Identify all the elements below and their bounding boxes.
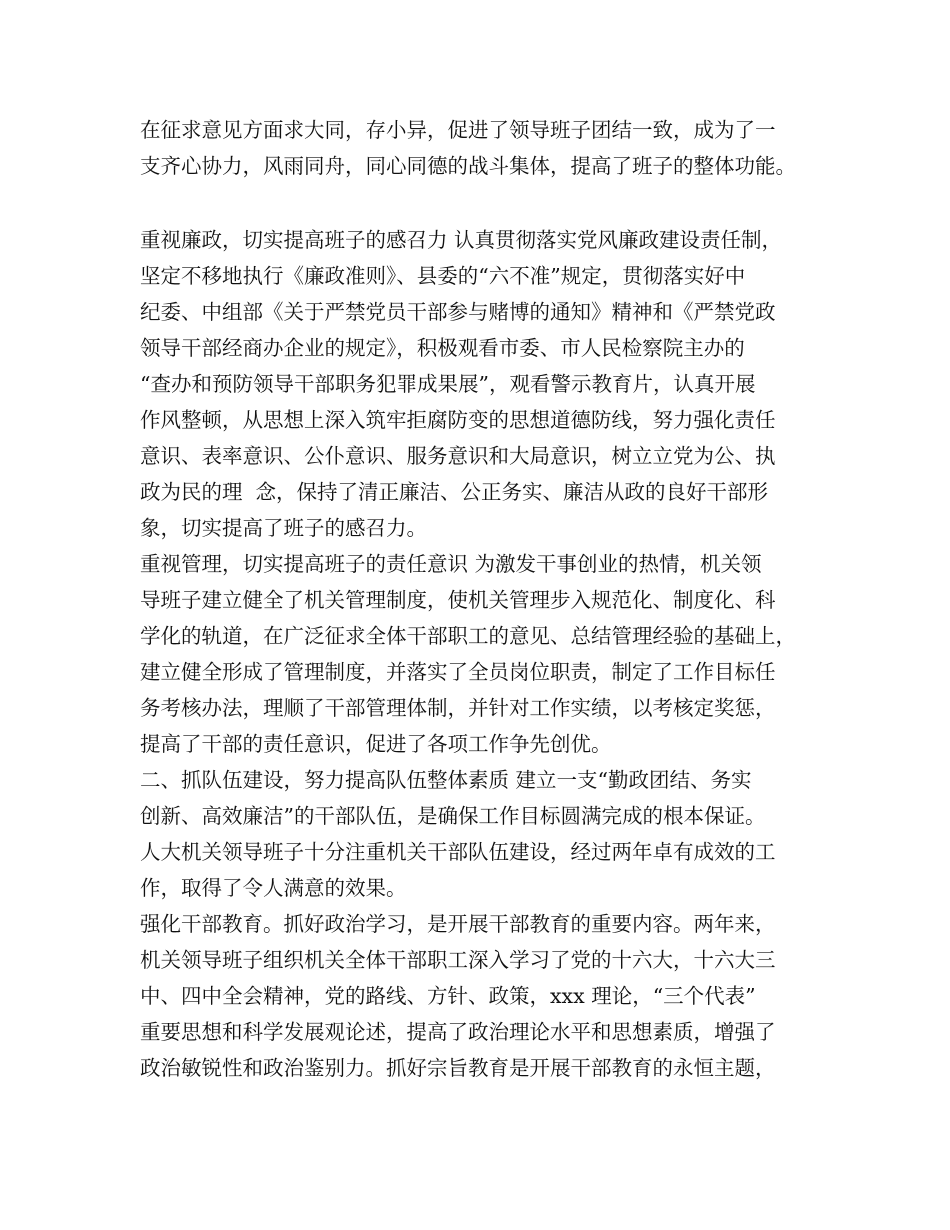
text-line: 作风整顿，从思想上深入筑牢拒腐防变的思想道德防线，努力强化责任: [140, 408, 776, 432]
text-line: 纪委、中组部《关于严禁党员干部参与赌博的通知》精神和《严禁党政: [140, 300, 776, 324]
text-line: 中、四中全会精神，党的路线、方针、政策，xxx 理论，“三个代表”: [140, 984, 756, 1008]
text-line: 建立健全形成了管理制度，并落实了全员岗位职责，制定了工作目标任: [140, 660, 776, 684]
text-line: 导班子建立健全了机关管理制度，使机关管理步入规范化、制度化、科: [140, 588, 776, 612]
text-line: 创新、高效廉洁”的干部队伍，是确保工作目标圆满完成的根本保证。: [140, 804, 766, 828]
text-line: 意识、表率意识、公仆意识、服务意识和大局意识，树立立党为公、执: [140, 444, 776, 468]
text-line: 坚定不移地执行《廉政准则》、县委的“六不准”规定，贯彻落实好中: [140, 264, 746, 288]
text-line: 提高了干部的责任意识，促进了各项工作争先创优。: [140, 732, 612, 756]
text-line: 重要思想和科学发展观论述，提高了政治理论水平和思想素质，增强了: [140, 1020, 776, 1044]
text-line: 领导干部经商办企业的规定》，积极观看市委、市人民检察院主办的: [140, 336, 745, 360]
text-line: 重视廉政，切实提高班子的感召力 认真贯彻落实党风廉政建设责任制，: [140, 228, 783, 252]
text-line: 政治敏锐性和政治鉴别力。抓好宗旨教育是开展干部教育的永恒主题，: [140, 1056, 776, 1080]
text-line: 政为民的理 念，保持了清正廉洁、公正务实、廉洁从政的良好干部形: [140, 480, 769, 504]
text-line: 象，切实提高了班子的感召力。: [140, 516, 427, 540]
text-line: 重视管理，切实提高班子的责任意识 为激发干事创业的热情，机关领: [140, 552, 762, 576]
text-line: 学化的轨道，在广泛征求全体干部职工的意见、总结管理经验的基础上，: [140, 624, 796, 648]
text-line: 机关领导班子组织机关全体干部职工深入学习了党的十六大，十六大三: [140, 948, 776, 972]
text-line: 二、抓队伍建设，努力提高队伍整体素质 建立一支“勤政团结、务实: [140, 768, 752, 792]
text-line: 支齐心协力，风雨同舟，同心同德的战斗集体，提高了班子的整体功能。: [140, 154, 796, 178]
text-line: 在征求意见方面求大同，存小异，促进了领导班子团结一致，成为了一: [140, 118, 776, 142]
text-line: 强化干部教育。抓好政治学习，是开展干部教育的重要内容。两年来，: [140, 912, 776, 936]
text-line: 作，取得了令人满意的效果。: [140, 876, 407, 900]
text-line: 人大机关领导班子十分注重机关干部队伍建设，经过两年卓有成效的工: [140, 840, 776, 864]
text-line: 务考核办法，理顺了干部管理体制，并针对工作实绩，以考核定奖惩，: [140, 696, 776, 720]
text-line: “查办和预防领导干部职务犯罪成果展”，观看警示教育片，认真开展: [140, 372, 756, 396]
